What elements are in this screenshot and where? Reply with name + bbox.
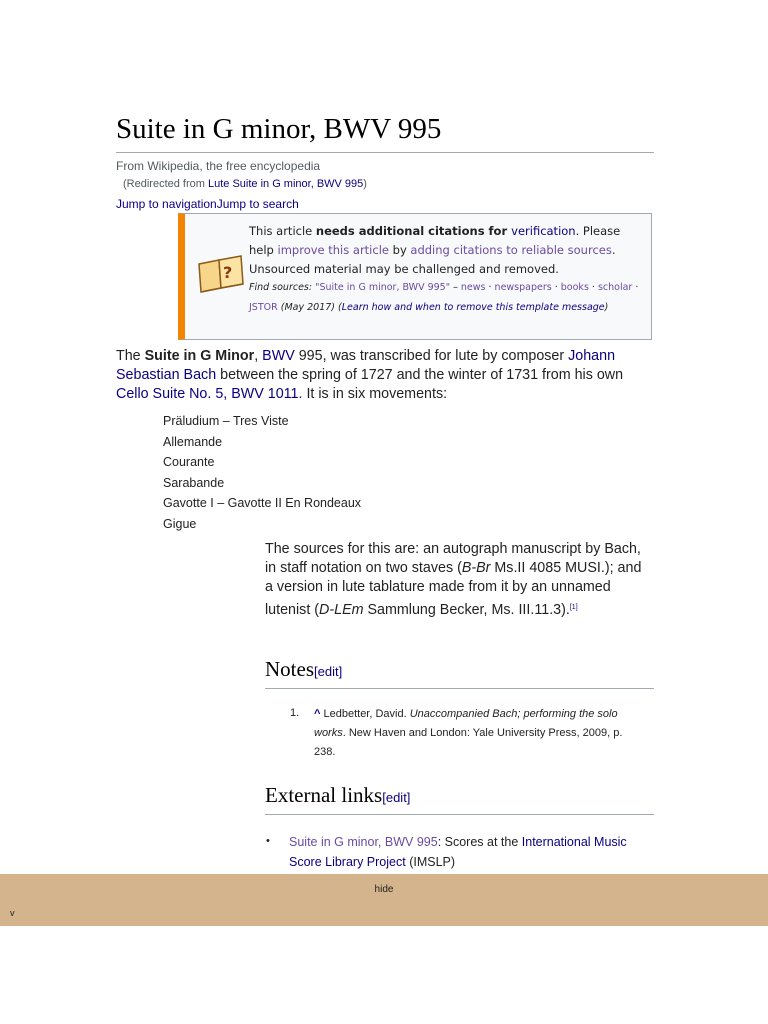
jump-to-navigation-link[interactable]: Jump to navigation — [116, 197, 217, 211]
newspapers-link[interactable]: newspapers — [494, 282, 552, 293]
edit-external-links-link[interactable] — [382, 790, 410, 805]
notes-heading — [265, 657, 342, 682]
find-sources-label: Find sources: — [249, 282, 313, 293]
movements-list — [163, 411, 361, 534]
paren: ( — [335, 301, 342, 313]
intro-text-4: between the spring of 1727 and the winter of 1731 from his own — [216, 367, 624, 384]
list-item: Allemande — [163, 434, 223, 449]
title-divider — [116, 152, 654, 153]
reference-number: 1. — [290, 707, 300, 719]
notice-date: (May 2017) — [277, 301, 335, 313]
book-question-icon — [195, 252, 247, 296]
intro-text-2: , — [254, 348, 263, 364]
composer-link[interactable]: Johann Sebastian Bach — [116, 348, 616, 384]
improve-article-link[interactable]: improve this article — [277, 243, 389, 257]
intro-paragraph — [116, 347, 656, 405]
footer-bar — [0, 874, 768, 926]
bullet: • — [266, 835, 270, 847]
imslp-score-link[interactable]: Suite in G minor, BWV 995 — [289, 835, 438, 849]
books-link[interactable]: books — [560, 282, 589, 293]
reference-item — [314, 705, 639, 762]
separator: · — [485, 282, 495, 293]
sources-italic-1: B-Br — [461, 560, 491, 577]
page-title: Suite in G minor, BWV 995 — [116, 113, 442, 145]
external-links-divider — [265, 814, 654, 815]
bwv-link[interactable]: BWV — [262, 348, 295, 364]
learn-how-link[interactable] — [342, 302, 605, 313]
notice-text — [249, 222, 647, 279]
external-links-heading-label: External links — [265, 783, 383, 807]
notes-heading-label: Notes — [265, 657, 314, 681]
reference-author: Ledbetter, David. — [320, 708, 410, 720]
paren: ) — [604, 301, 609, 313]
redirect-notice — [123, 178, 367, 190]
notice-text-2: . Please — [575, 224, 621, 238]
citation-needed-notice — [178, 213, 652, 340]
notice-text-5: . — [611, 243, 616, 257]
adding-citations-link[interactable]: adding citations to reliable sources — [410, 243, 612, 257]
expand-toggle[interactable]: v — [10, 908, 15, 918]
intro-text-3: 995, was transcribed for lute by composer — [294, 348, 569, 364]
svg-text:?: ? — [223, 263, 233, 282]
external-links-heading — [265, 783, 410, 808]
notes-divider — [265, 688, 654, 689]
list-item: Gigue — [163, 516, 197, 531]
separator: – — [450, 282, 461, 293]
separator: · — [551, 282, 561, 293]
scholar-link[interactable]: scholar — [597, 282, 633, 293]
sources-text-2: Ms.II 4085 MUSI.); and a version in lute tablature made from it by an unnamed lutenist ( — [265, 560, 642, 618]
external-text-2: (IMSLP) — [405, 854, 456, 869]
list-item: Sarabande — [163, 475, 225, 490]
jump-to-search-link[interactable]: Jump to search — [216, 197, 299, 211]
verification-link[interactable]: verification — [511, 224, 576, 238]
site-tagline: From Wikipedia, the free encyclopedia — [116, 159, 321, 173]
find-sources-query-link[interactable]: "Suite in G minor, BWV 995" — [312, 282, 451, 293]
redirect-suffix: ) — [363, 178, 367, 190]
edit-external-links-label: [edit] — [382, 790, 411, 805]
edit-notes-link[interactable] — [314, 664, 342, 679]
hide-button[interactable]: hide — [374, 884, 394, 895]
cello-suite-link[interactable]: Cello Suite No. 5, BWV 1011 — [116, 386, 299, 403]
reference-1-link[interactable]: [1] — [569, 603, 578, 611]
imslp-project-link[interactable]: International Music Score Library Project — [289, 835, 627, 869]
redirect-prefix: (Redirected from — [123, 178, 208, 190]
separator: · — [588, 282, 598, 293]
back-to-citation-link[interactable]: ^ — [314, 708, 321, 720]
sources-text-3: Sammlung Becker, Ms. III.11.3). — [363, 601, 570, 618]
edit-notes-label: [edit] — [314, 664, 343, 679]
list-item: Courante — [163, 455, 215, 469]
unsourced-warning: Unsourced material may be challenged and removed. — [249, 262, 559, 276]
intro-bold-title: Suite in G Minor — [144, 348, 255, 364]
redirect-link[interactable]: Lute Suite in G minor, BWV 995 — [207, 178, 364, 190]
sources-paragraph — [265, 540, 645, 620]
notice-text-4: by — [388, 243, 411, 257]
jump-links — [116, 197, 299, 211]
notice-text-1: This article — [249, 224, 316, 238]
external-text-1: : Scores at the — [437, 835, 522, 849]
jstor-link[interactable]: JSTOR — [249, 301, 278, 313]
notice-bold-text: needs additional citations for — [315, 224, 512, 238]
intro-text-5: . It is in six movements: — [298, 386, 448, 403]
separator: · — [632, 282, 639, 293]
reference-work-title: Unaccompanied Bach; performing the solo works — [314, 708, 618, 739]
sources-italic-2: D-LEm — [319, 601, 364, 618]
list-item: Gavotte I – Gavotte II En Rondeaux — [163, 496, 362, 510]
notice-text-3: help — [249, 243, 278, 257]
news-link[interactable]: news — [460, 282, 486, 293]
sources-text-1: The sources for this are: an autograph manuscript by Bach, in staff notation on two staves ( — [265, 541, 641, 577]
list-item: Präludium – Tres Viste — [163, 414, 289, 428]
find-sources — [249, 278, 649, 317]
learn-how-link-label: Learn how and when to remove this template message — [341, 301, 605, 313]
external-link-item — [289, 833, 634, 872]
intro-text-1: The — [116, 348, 145, 364]
reference-publisher: . New Haven and London: Yale University Press, 2009, p. 238. — [314, 727, 623, 758]
